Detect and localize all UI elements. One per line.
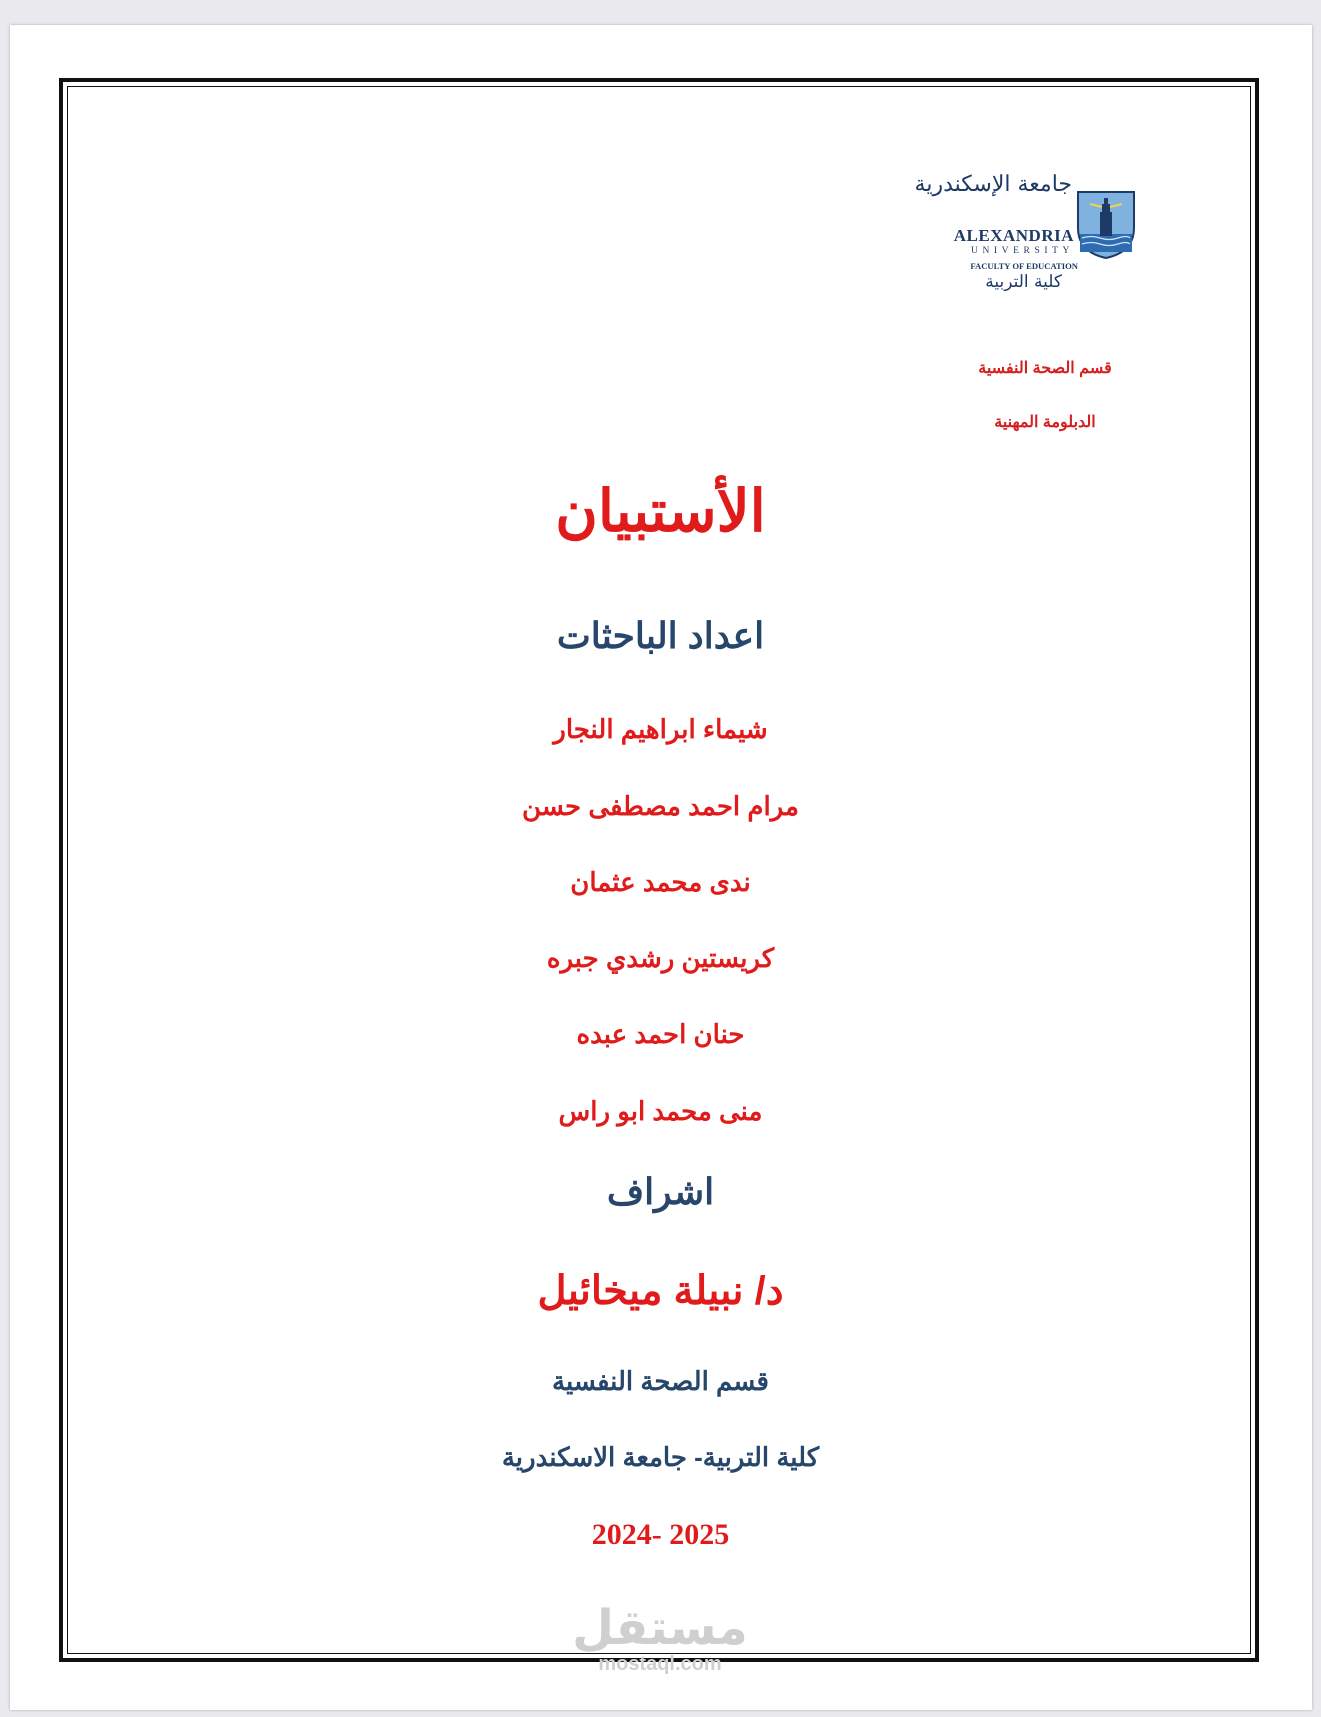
header-program: الدبلومة المهنية: [994, 414, 1096, 431]
researcher-name: مرام احمد مصطفى حسن: [522, 791, 799, 821]
watermark-domain: mostaql.com: [598, 1653, 722, 1675]
header-department: قسم الصحة النفسية: [978, 360, 1112, 377]
mostaql-watermark: [560, 1600, 760, 1675]
supervision-label: اشراف: [606, 1171, 715, 1212]
researcher-name: حنان احمد عبده: [576, 1019, 745, 1049]
researcher-name: منى محمد ابو راس: [558, 1096, 763, 1126]
logo-arabic-name: جامعة الإسكندرية: [914, 172, 1072, 197]
academic-year: 2024- 2025: [591, 1518, 730, 1551]
watermark-arabic: مستقل: [572, 1600, 748, 1656]
prepared-by-label: اعداد الباحثات: [556, 615, 765, 656]
logo-faculty-arabic: كلية التربية: [985, 272, 1062, 292]
logo-english-name: ALEXANDRIA: [953, 226, 1074, 245]
document-title: الأستبيان: [555, 479, 766, 544]
footer-department: قسم الصحة النفسية: [552, 1366, 769, 1396]
supervisor-name: د/ نبيلة ميخائيل: [537, 1269, 784, 1313]
footer-faculty-university: كلية التربية- جامعة الاسكندرية: [501, 1442, 820, 1472]
researcher-name: شيماء ابراهيم النجار: [553, 714, 768, 744]
alexandria-university-logo: [914, 164, 1140, 304]
researcher-name: كريستين رشدي جبره: [546, 943, 775, 973]
lighthouse-shield-icon: [1076, 190, 1136, 260]
logo-faculty-english: FACULTY OF EDUCATION: [970, 261, 1078, 271]
logo-university-word: UNIVERSITY: [971, 246, 1074, 256]
researcher-name: ندى محمد عثمان: [570, 867, 751, 897]
